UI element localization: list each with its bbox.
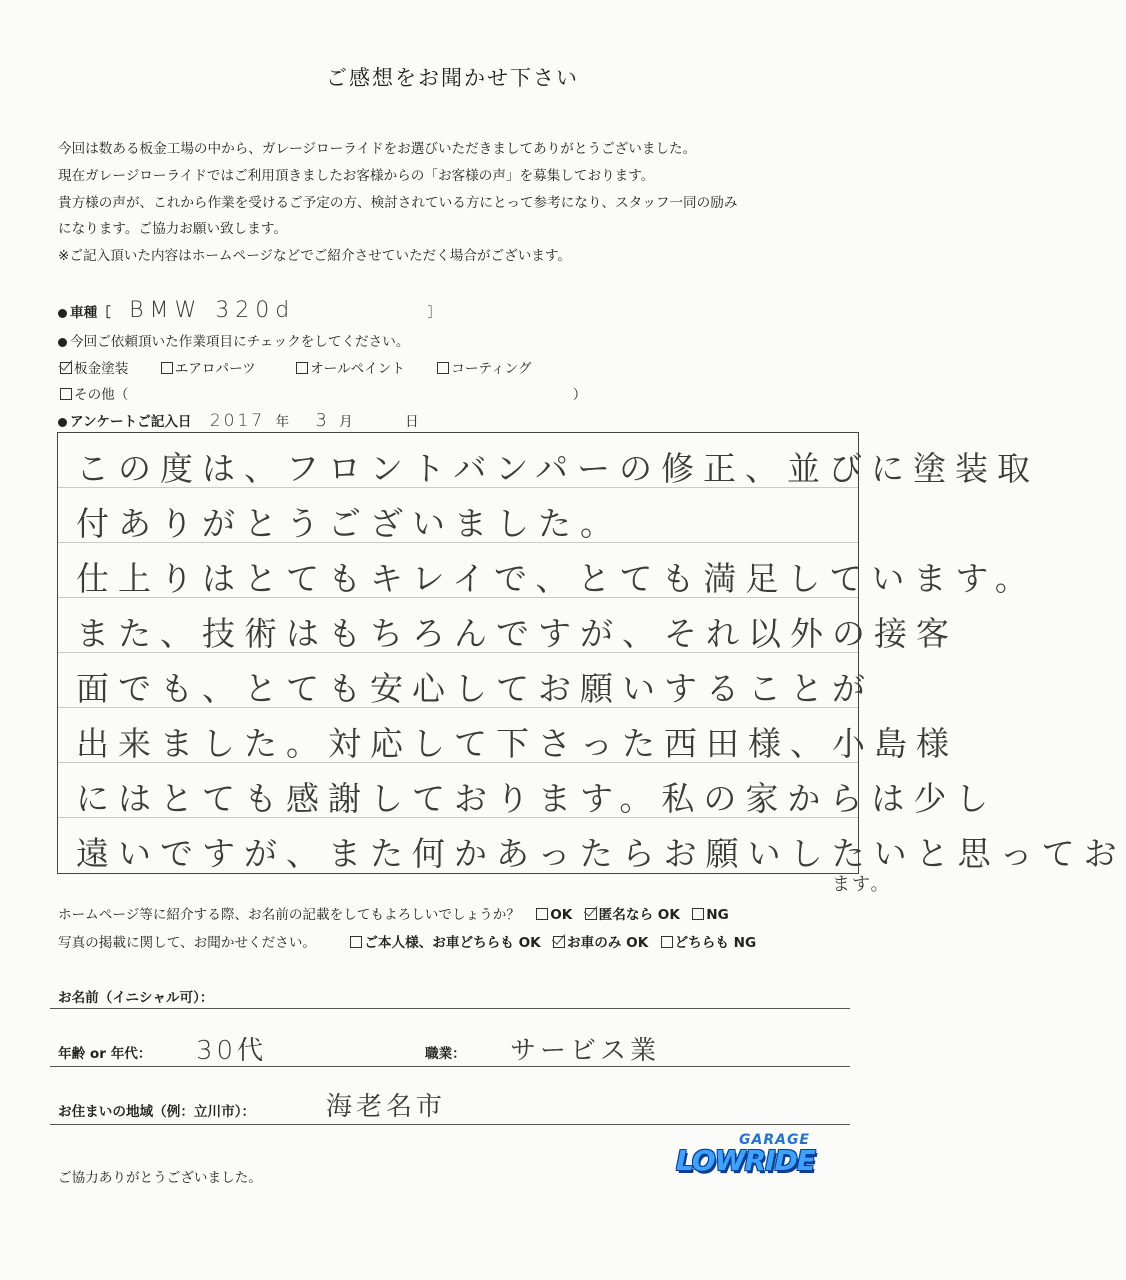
checkbox[interactable]	[692, 908, 704, 920]
closing-text: ご協力ありがとうございました。	[58, 1170, 262, 1186]
checkbox[interactable]	[161, 362, 173, 374]
intro-line: になります。ご協力お願い致します。	[58, 221, 287, 238]
intro-text	[58, 136, 858, 270]
job-value[interactable]: サービス業	[510, 1036, 661, 1066]
option-sheet-metal[interactable]: 板金塗装	[60, 361, 128, 377]
name-underline	[50, 1008, 850, 1009]
photo-option-car-only[interactable]: お車のみ OK	[553, 935, 648, 951]
comment-line: 面でも、とても安心してお願いすることが	[76, 669, 874, 708]
bullet-icon	[58, 338, 67, 347]
checkbox[interactable]	[661, 936, 673, 948]
comment-line: にはとても感謝しております。私の家からは少し	[76, 779, 998, 818]
vehicle-row	[58, 298, 441, 323]
comment-line: 遠いですが、また何かあったらお願いしたいと思ってお	[76, 834, 1126, 873]
area-label: お住まいの地域（例：立川市）：	[58, 1104, 256, 1120]
age-value[interactable]: 30代	[196, 1036, 268, 1066]
age-label: 年齢 or 年代：	[58, 1046, 152, 1062]
comment-line: また、技術はもちろんですが、それ以外の接客	[76, 614, 958, 653]
name-label: お名前（イニシャル可）：	[58, 990, 214, 1006]
checkbox-checked[interactable]	[60, 362, 72, 374]
garage-lowride-logo	[676, 1132, 816, 1190]
option-all-paint[interactable]: オールペイント	[296, 361, 405, 377]
work-items-prompt-row	[58, 330, 409, 350]
comment-line: この度は、フロントバンパーの修正、並びに塗装取	[76, 449, 1040, 488]
checkbox-checked[interactable]	[585, 908, 597, 920]
vehicle-close: ］	[427, 305, 442, 321]
logo-top-text: GARAGE	[739, 1132, 810, 1148]
photo-option-both[interactable]: ご本人様、お車どちらも OK	[350, 935, 540, 951]
intro-line: 現在ガレージローライドではご利用頂きましたお客様からの「お客様の声」を募集しております。	[58, 167, 655, 184]
name-consent-question: ホームページ等に紹介する際、お名前の記載をしてもよろしいでしょうか？	[58, 907, 520, 923]
vehicle-value[interactable]: BMW 320d	[129, 298, 296, 323]
job-label: 職業：	[425, 1046, 466, 1062]
name-consent-row	[58, 903, 729, 923]
checkbox[interactable]	[437, 362, 449, 374]
comment-line: 出来ました。対応して下さった西田様、小島様	[76, 724, 958, 763]
option-coating[interactable]: コーティング	[437, 361, 531, 377]
checkbox[interactable]	[60, 388, 72, 400]
work-items-prompt: 今回ご依頼頂いた作業項目にチェックをしてください。	[70, 334, 410, 350]
age-job-underline	[50, 1066, 850, 1067]
name-option-ok[interactable]: OK	[536, 907, 572, 923]
bullet-icon	[58, 309, 67, 318]
checkbox-checked[interactable]	[553, 936, 565, 948]
area-underline	[50, 1124, 850, 1125]
page-title: ご感想をお聞かせ下さい	[326, 66, 579, 90]
photo-option-ng[interactable]: どちらも NG	[661, 935, 757, 951]
name-option-anonymous[interactable]: 匿名なら OK	[585, 907, 680, 923]
comment-box[interactable]	[57, 432, 1126, 874]
comment-line: 仕上りはとてもキレイで、とても満足しています。	[76, 559, 1037, 598]
name-option-ng[interactable]: NG	[692, 907, 729, 923]
logo-main-text: LOWRIDE	[676, 1144, 815, 1177]
vehicle-label: 車種［	[70, 305, 111, 321]
comment-line: 付ありがとうございました。	[76, 504, 622, 543]
date-month-value[interactable]: 3	[315, 410, 333, 431]
checkbox[interactable]	[350, 936, 362, 948]
date-year-value[interactable]: 2017	[209, 411, 266, 431]
work-items-other: その他（ ）	[60, 383, 586, 403]
intro-line: ※ご記入頂いた内容はホームページなどでご紹介させていただく場合がございます。	[58, 248, 571, 265]
checkbox[interactable]	[296, 362, 308, 374]
photo-consent-question: 写真の掲載に関して、お聞かせください。	[58, 935, 317, 951]
area-value[interactable]: 海老名市	[326, 1092, 447, 1122]
bullet-icon	[58, 418, 67, 427]
date-label: アンケートご記入日	[70, 414, 192, 430]
comment-line-overflow: ます。	[832, 874, 891, 895]
checkbox[interactable]	[536, 908, 548, 920]
option-aero-parts[interactable]: エアロパーツ	[161, 361, 256, 377]
work-items-options	[60, 357, 531, 377]
photo-consent-row	[58, 931, 756, 951]
date-row: アンケートご記入日 2017 年 3 月 日	[58, 410, 419, 431]
intro-line: 今回は数ある板金工場の中から、ガレージローライドをお選びいただきましてありがとうございました。	[58, 141, 697, 157]
intro-line: 貴方様の声が、これから作業を受けるご予定の方、検討されている方にとって参考になり、スタッフ一同の励み	[58, 194, 738, 211]
